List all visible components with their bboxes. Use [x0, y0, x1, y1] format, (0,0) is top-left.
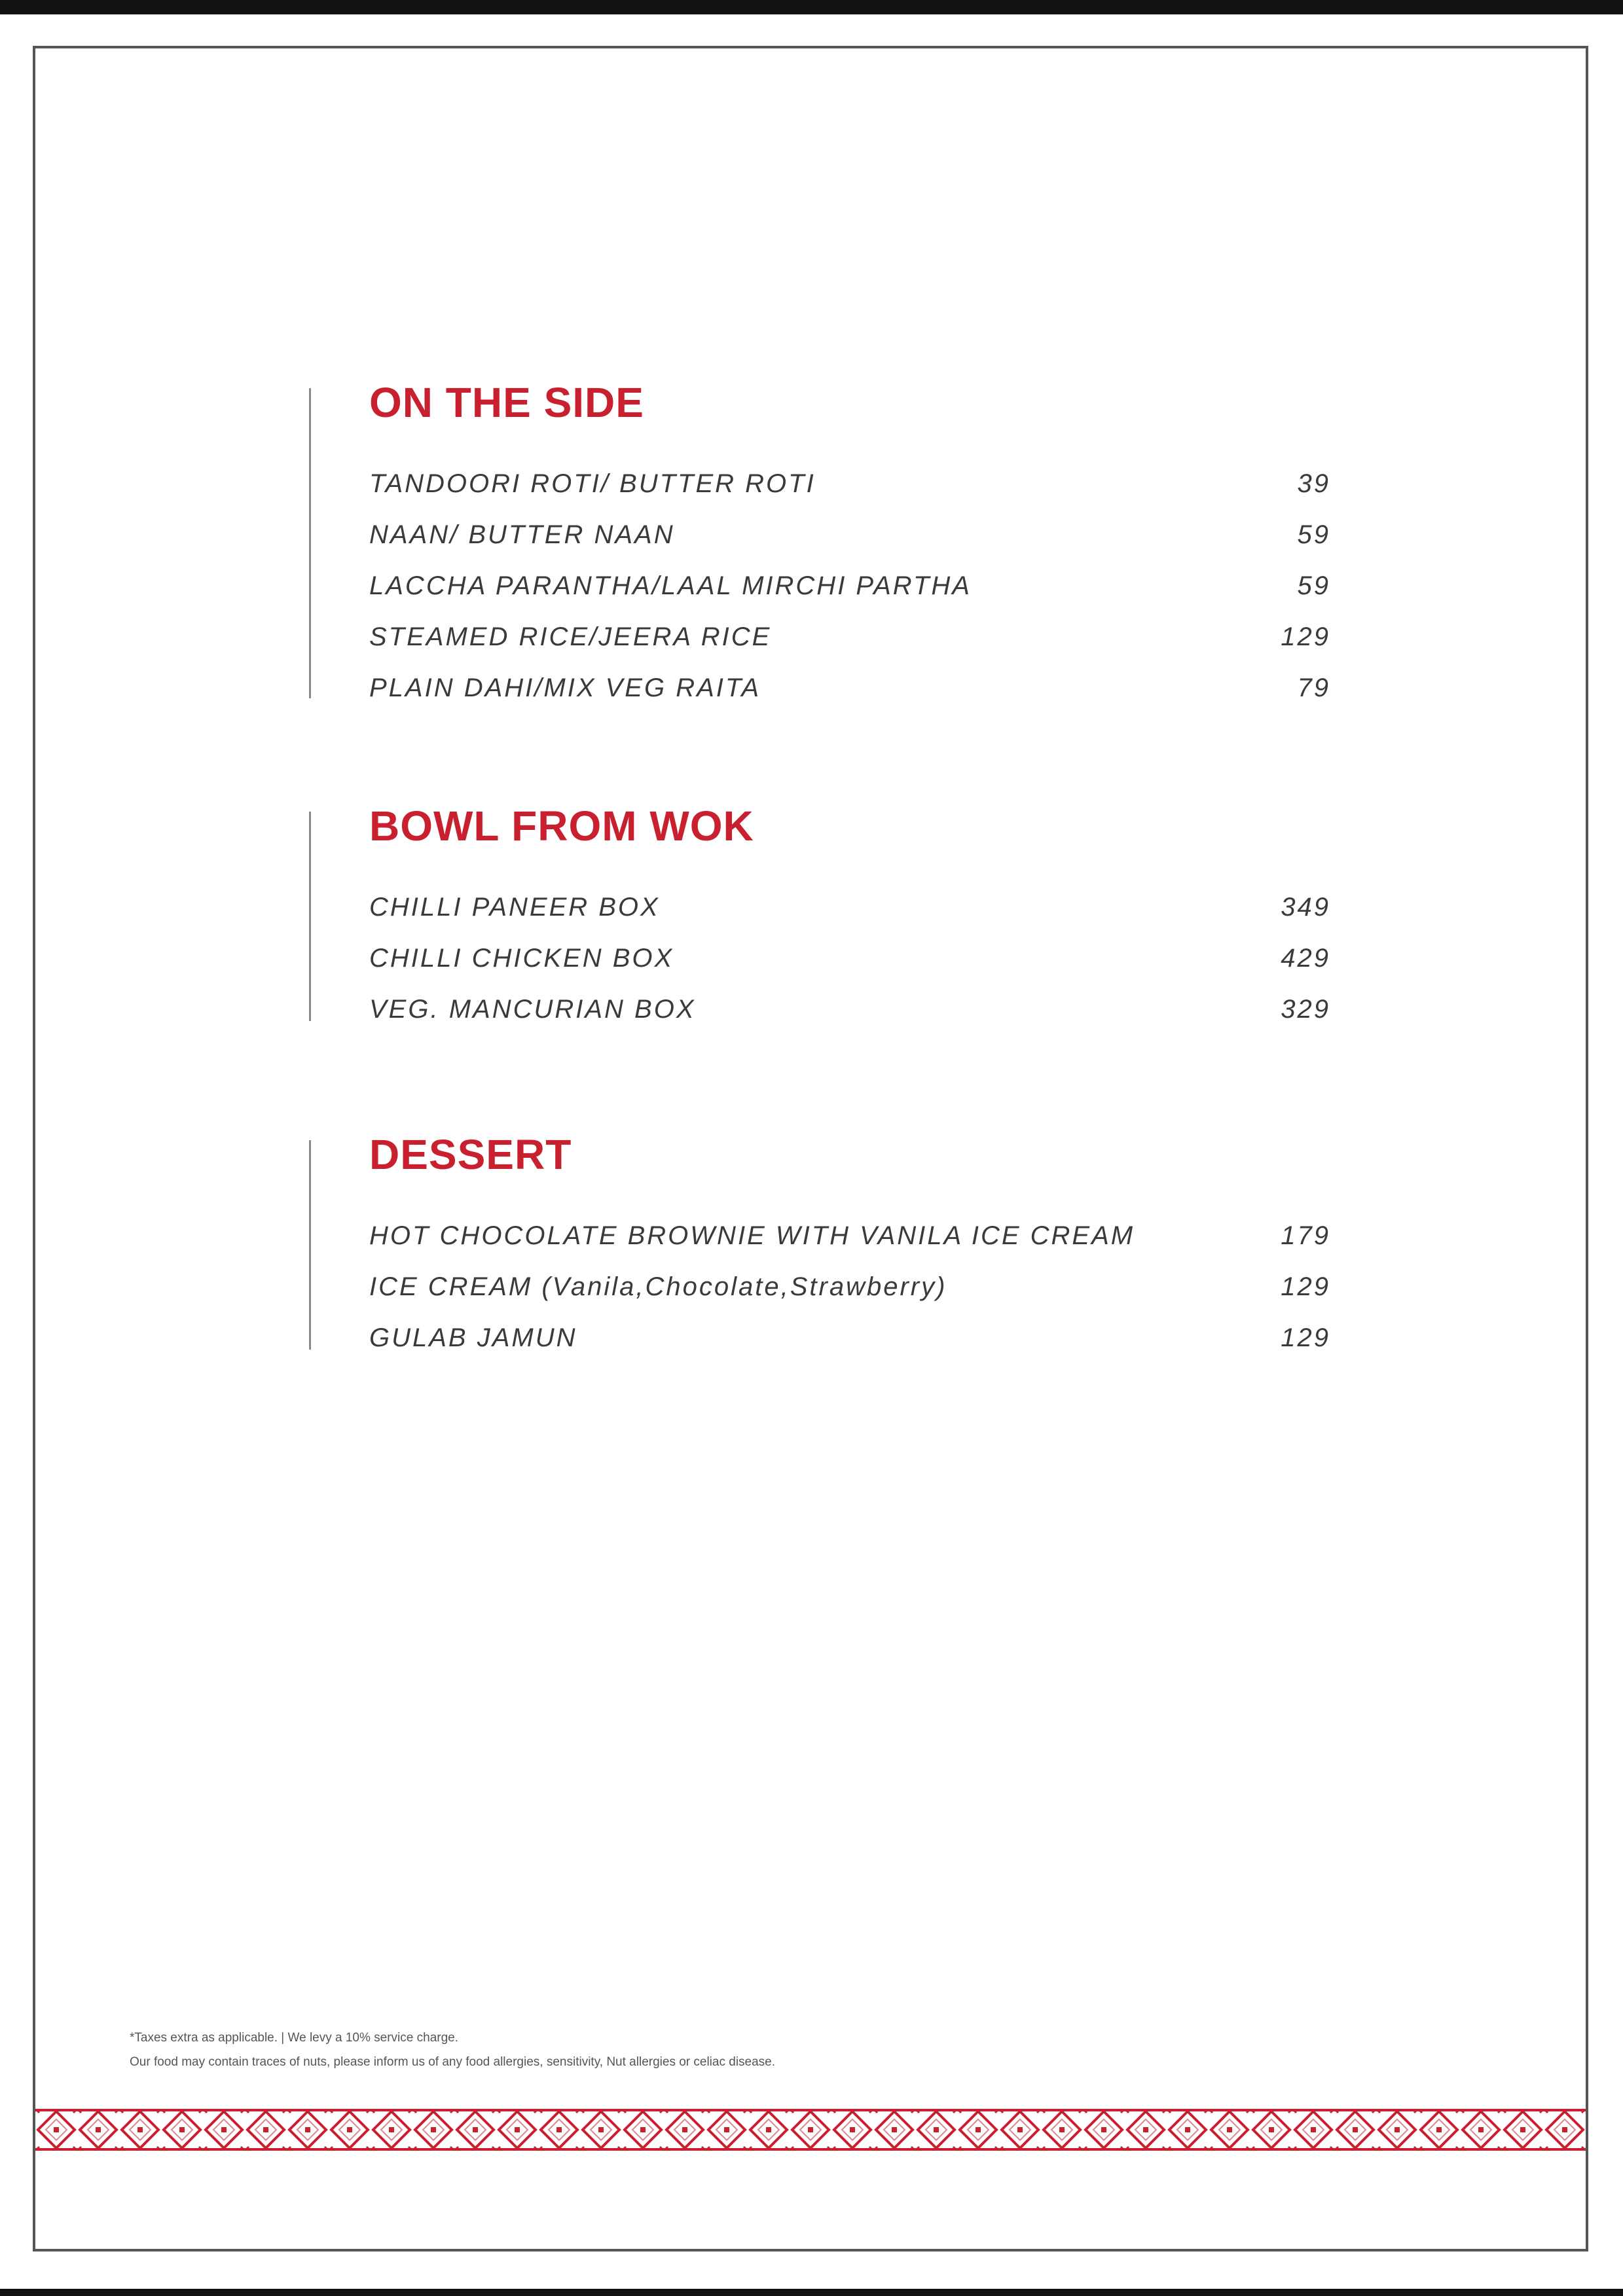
item-price: 59 [1297, 520, 1330, 549]
menu-item [369, 1274, 1330, 1313]
section-title: ON THE SIDE [369, 379, 644, 426]
section-rule [309, 812, 311, 1021]
item-price: 129 [1281, 1323, 1330, 1352]
item-name: LACCHA PARANTHA/LAAL MIRCHI PARTHA [369, 571, 972, 600]
item-name: VEG. MANCURIAN BOX [369, 995, 696, 1024]
section-title: BOWL FROM WOK [369, 802, 754, 850]
item-name: GULAB JAMUN [369, 1323, 577, 1352]
menu-item [369, 522, 1330, 561]
menu-item [369, 1325, 1330, 1364]
bottom-edge-bar [0, 2289, 1623, 2296]
section-on-the-side [309, 379, 1330, 702]
section-bowl-from-wok [309, 802, 1330, 1024]
footnote-taxes: *Taxes extra as applicable. | We levy a 10% service charge. [130, 2031, 458, 2045]
item-name: CHILLI PANEER BOX [369, 893, 660, 922]
item-price: 179 [1281, 1221, 1330, 1250]
section-rule [309, 1140, 311, 1350]
item-name: ICE CREAM (Vanila,Chocolate,Strawberry) [369, 1272, 947, 1301]
section-dessert [309, 1131, 1330, 1352]
item-price: 129 [1281, 1272, 1330, 1301]
item-name: STEAMED RICE/JEERA RICE [369, 622, 772, 651]
item-price: 129 [1281, 622, 1330, 651]
menu-item [369, 1223, 1330, 1262]
menu-item [369, 624, 1330, 663]
menu-item [369, 675, 1330, 714]
item-price: 329 [1281, 995, 1330, 1024]
item-name: NAAN/ BUTTER NAAN [369, 520, 675, 549]
menu-item [369, 945, 1330, 984]
menu-item [369, 573, 1330, 612]
item-name: TANDOORI ROTI/ BUTTER ROTI [369, 469, 816, 498]
section-title: DESSERT [369, 1131, 572, 1178]
item-price: 39 [1297, 469, 1330, 498]
top-edge-bar [0, 0, 1623, 14]
item-name: HOT CHOCOLATE BROWNIE WITH VANILA ICE CREAM [369, 1221, 1135, 1250]
decorative-pattern-border [35, 2109, 1586, 2151]
item-name: PLAIN DAHI/MIX VEG RAITA [369, 673, 761, 702]
item-price: 59 [1297, 571, 1330, 600]
section-rule [309, 388, 311, 698]
menu-item [369, 996, 1330, 1035]
menu-item [369, 471, 1330, 510]
item-price: 79 [1297, 673, 1330, 702]
item-price: 349 [1281, 893, 1330, 922]
item-name: CHILLI CHICKEN BOX [369, 944, 674, 973]
item-price: 429 [1281, 944, 1330, 973]
menu-item [369, 894, 1330, 933]
footnote-allergens: Our food may contain traces of nuts, please inform us of any food allergies, sensitivity, Nut allergies or celiac disease. [130, 2055, 776, 2069]
